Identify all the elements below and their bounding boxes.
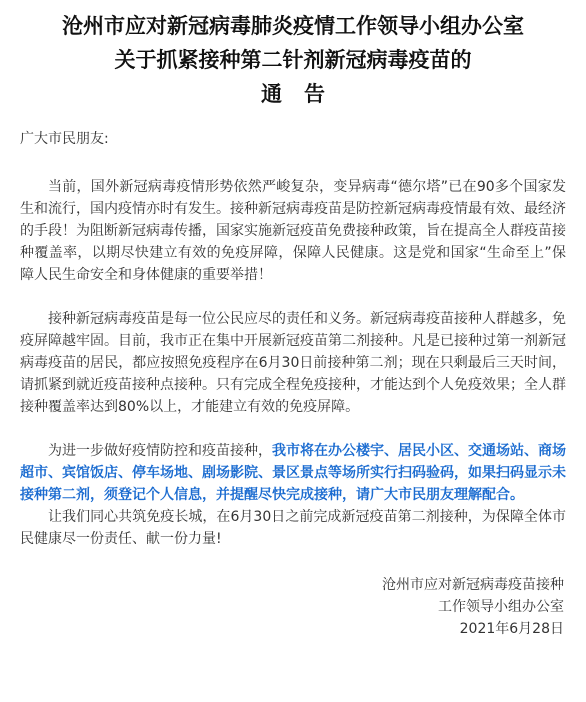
signature-org-line-2: 工作领导小组办公室 (438, 599, 564, 615)
signature-org-line-1: 沧州市应对新冠病毒疫苗接种 (382, 577, 564, 593)
paragraph-3-plain: 为进一步做好疫情防控和疫苗接种， (48, 443, 272, 459)
signature-block (20, 574, 566, 640)
signature-date: 2021年6月28日 (459, 621, 564, 637)
title-line-1: 沧州市应对新冠病毒肺炎疫情工作领导小组办公室 (62, 13, 524, 38)
title-line-3: 通告 (261, 81, 347, 106)
paragraph-1: 当前，国外新冠病毒疫情形势依然严峻复杂，变异病毒“德尔塔”已在90多个国家发生和流行，国内疫情亦时有发生。接种新冠病毒疫苗是防控新冠病毒疫情最有效、最经济的手段！为阻断新冠病毒传播，国家实施新冠疫苗免费接种政策，旨在提高全人群疫苗接种覆盖率，以期尽快建立有效的免疫屏障，保障人民健康。这是党和国家“生命至上”保障人民生命安全和身体健康的重要举措！ (20, 179, 566, 283)
paragraph-4: 让我们同心共筑免疫长城，在6月30日之前完成新冠疫苗第二剂接种，为保障全体市民健康尽一份责任、献一份力量! (20, 509, 566, 547)
paragraph-2: 接种新冠病毒疫苗是每一位公民应尽的责任和义务。新冠病毒疫苗接种人群越多，免疫屏障越牢固。目前，我市正在集中开展新冠疫苗第二剂接种。凡是已接种过第一剂新冠病毒疫苗的居民，都应按照免疫程序在6月30日前接种第二剂；现在只剩最后三天时间，请抓紧到就近疫苗接种点接种。只有完成全程免疫接种，才能达到个人免疫效果；全人群接种覆盖率达到80%以上，才能建立有效的免疫屏障。 (20, 311, 566, 415)
paragraph-3 (20, 440, 566, 506)
greeting: 广大市民朋友: (20, 131, 109, 147)
paragraph-3-highlight: 我市将在办公楼宇、居民小区、交通场站、商场超市、宾馆饭店、停车场地、剧场影院、景区景点等场所实行扫码验码，如果扫码显示未接种第二剂，须登记个人信息，并提醒尽快完成接种，请广大市民朋友理解配合。 (20, 443, 566, 503)
title-line-2: 关于抓紧接种第二针剂新冠病毒疫苗的 (114, 47, 472, 72)
